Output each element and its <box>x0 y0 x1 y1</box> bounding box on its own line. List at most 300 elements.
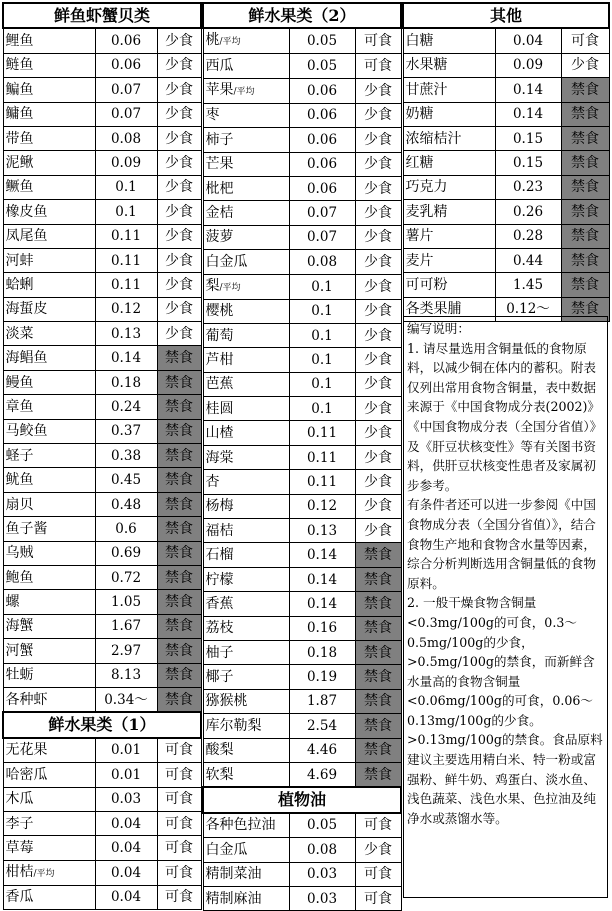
table-row <box>3 28 201 53</box>
intake-level: 少食 <box>157 78 201 102</box>
section-title-fruit-2: 鲜水果类（2） <box>203 3 401 28</box>
food-name <box>203 862 289 886</box>
food-name-text: 桃 <box>205 32 220 49</box>
food-name <box>203 592 289 616</box>
intake-level: 少食 <box>355 421 401 445</box>
copper-value: 0.05 <box>289 28 355 54</box>
food-name-text: 梨 <box>205 277 220 294</box>
intake-level: 禁食 <box>355 738 401 762</box>
intake-level: 少食 <box>157 224 201 248</box>
table-row <box>3 836 201 860</box>
food-name-text: 海蟹 <box>5 618 34 635</box>
food-name-text: 库尔勒梨 <box>205 717 262 734</box>
food-name <box>203 299 289 323</box>
intake-level: 可食 <box>157 787 201 811</box>
table-row <box>403 273 609 297</box>
table-row <box>403 53 609 77</box>
food-name-text: 鲢鱼 <box>5 57 34 74</box>
food-name-text: 杨梅 <box>205 498 234 515</box>
fruit-2-table <box>202 2 402 911</box>
copper-value: 2.97 <box>95 639 157 663</box>
intake-level: 禁食 <box>157 565 201 589</box>
intake-level: 少食 <box>355 152 401 176</box>
table-row <box>3 322 201 346</box>
food-name-text: 蛏子 <box>5 447 34 464</box>
table-row <box>3 175 201 199</box>
intake-level: 禁食 <box>157 590 201 614</box>
section-title-vegetable-oil: 植物油 <box>203 787 401 812</box>
table-row <box>3 126 201 150</box>
food-name <box>203 152 289 176</box>
copper-value: 0.06 <box>289 152 355 176</box>
intake-level: 禁食 <box>561 151 609 175</box>
copper-value: 4.46 <box>289 738 355 762</box>
intake-level: 禁食 <box>157 492 201 516</box>
food-name <box>203 494 289 518</box>
food-name-qualifier: /平均 <box>219 37 241 48</box>
food-name <box>3 444 95 468</box>
food-name <box>3 248 95 272</box>
copper-value: 0.1 <box>289 348 355 372</box>
table-row <box>3 468 201 492</box>
table-row <box>403 175 609 199</box>
table-row <box>3 763 201 787</box>
food-name-text: 椰子 <box>205 669 234 686</box>
intake-level: 禁食 <box>157 346 201 370</box>
copper-value: 0.01 <box>95 738 157 763</box>
copper-value: 0.06 <box>289 176 355 200</box>
food-name <box>3 860 95 885</box>
table-row <box>403 248 609 272</box>
food-name-text: 枇杷 <box>205 180 234 197</box>
copper-value: 0.14 <box>95 346 157 370</box>
food-name <box>3 492 95 516</box>
intake-level: 少食 <box>355 201 401 225</box>
table-row <box>203 862 401 886</box>
copper-value: 0.13 <box>289 519 355 543</box>
intake-level: 可食 <box>157 836 201 860</box>
food-name <box>203 397 289 421</box>
intake-level: 可食 <box>561 28 609 53</box>
table-row <box>3 151 201 175</box>
food-name-text: 淡菜 <box>5 325 34 342</box>
notes-panel <box>403 316 608 898</box>
table-row <box>203 28 401 54</box>
notes-heading: 编写说明： <box>407 321 470 336</box>
food-name-text: 菠萝 <box>205 229 234 246</box>
copper-value: 0.12～ <box>495 297 561 321</box>
copper-value: 1.05 <box>95 590 157 614</box>
food-name <box>3 395 95 419</box>
copper-value: 0.01 <box>95 763 157 787</box>
table-row <box>203 250 401 274</box>
table-row <box>203 299 401 323</box>
intake-level: 禁食 <box>561 200 609 224</box>
copper-value: 0.06 <box>289 128 355 152</box>
table-row <box>203 886 401 910</box>
intake-level: 少食 <box>355 348 401 372</box>
copper-value: 0.48 <box>95 492 157 516</box>
section-title-fruit-1: 鲜水果类（1） <box>3 712 201 737</box>
copper-value: 0.04 <box>495 28 561 53</box>
table-row <box>203 665 401 689</box>
food-name-text: 软梨 <box>205 766 234 783</box>
food-name-text: 鲤鱼 <box>5 33 34 50</box>
section-title-seafood: 鲜鱼虾蟹贝类 <box>3 3 201 28</box>
table-row <box>3 419 201 443</box>
copper-value: 0.03 <box>95 787 157 811</box>
intake-level: 可食 <box>157 860 201 885</box>
table-row <box>3 492 201 516</box>
food-name <box>3 419 95 443</box>
table-row <box>3 639 201 663</box>
copper-value: 0.28 <box>495 224 561 248</box>
food-name-text: 浓缩桔汁 <box>405 130 462 147</box>
copper-value: 2.54 <box>289 714 355 738</box>
food-name-text: 香瓜 <box>5 889 34 906</box>
food-name <box>203 323 289 347</box>
table-row <box>203 274 401 299</box>
table-row <box>203 838 401 862</box>
intake-level: 少食 <box>355 103 401 127</box>
food-name <box>203 348 289 372</box>
food-name <box>3 517 95 541</box>
table-row <box>3 102 201 126</box>
intake-level: 禁食 <box>157 517 201 541</box>
food-name-text: 凤尾鱼 <box>5 228 48 245</box>
food-name <box>3 639 95 663</box>
table-row <box>203 128 401 152</box>
food-name <box>403 200 495 224</box>
section-header-row <box>3 712 201 737</box>
table-row <box>403 78 609 102</box>
food-name <box>3 614 95 638</box>
copper-value: 0.14 <box>495 78 561 102</box>
table-row <box>3 885 201 909</box>
food-name <box>3 541 95 565</box>
table-row <box>3 687 201 712</box>
food-name-text: 红糖 <box>405 155 434 172</box>
food-name-text: 奶糖 <box>405 106 434 123</box>
intake-level: 少食 <box>157 297 201 321</box>
table-row <box>3 200 201 224</box>
food-name-qualifier: /平均 <box>33 868 55 879</box>
intake-level: 少食 <box>355 323 401 347</box>
food-name-text: 芦柑 <box>205 351 234 368</box>
copper-value: 0.07 <box>95 78 157 102</box>
food-name-text: 章鱼 <box>5 398 34 415</box>
intake-level: 禁食 <box>157 639 201 663</box>
other-table <box>402 2 610 322</box>
food-name <box>203 225 289 249</box>
food-name-text: 麦乳精 <box>405 203 448 220</box>
food-name <box>203 128 289 152</box>
table-row <box>203 470 401 494</box>
food-name-text: 福桔 <box>205 522 234 539</box>
copper-value: 0.15 <box>495 151 561 175</box>
food-name <box>3 811 95 835</box>
intake-level: 少食 <box>355 299 401 323</box>
copper-value: 0.14 <box>289 592 355 616</box>
table-row <box>3 663 201 687</box>
intake-level: 禁食 <box>157 419 201 443</box>
food-name <box>203 103 289 127</box>
copper-value: 0.05 <box>289 54 355 78</box>
food-name-text: 鲍鱼 <box>5 569 34 586</box>
food-name <box>3 590 95 614</box>
food-name-text: 芒果 <box>205 156 234 173</box>
food-name-text: 马鲛鱼 <box>5 423 48 440</box>
intake-level: 禁食 <box>561 126 609 150</box>
copper-value: 0.09 <box>95 151 157 175</box>
food-name-text: 鳗鱼 <box>5 374 34 391</box>
food-name <box>3 738 95 763</box>
copper-value: 0.18 <box>95 370 157 394</box>
copper-value: 0.04 <box>95 885 157 909</box>
copper-value: 0.72 <box>95 565 157 589</box>
copper-value: 0.44 <box>495 248 561 272</box>
copper-value: 0.6 <box>95 517 157 541</box>
table-row <box>3 297 201 321</box>
food-name-text: 乌贼 <box>5 545 34 562</box>
food-name <box>3 28 95 53</box>
food-name <box>403 28 495 53</box>
table-row <box>403 151 609 175</box>
copper-value: 1.45 <box>495 273 561 297</box>
seafood-table <box>2 2 202 910</box>
table-row <box>3 541 201 565</box>
food-name-text: 苹果 <box>205 81 234 98</box>
food-name <box>403 53 495 77</box>
food-name <box>3 346 95 370</box>
intake-level: 禁食 <box>561 273 609 297</box>
table-row <box>203 372 401 396</box>
food-name <box>403 151 495 175</box>
intake-level: 少食 <box>157 53 201 77</box>
food-name <box>203 78 289 103</box>
food-name-text: 草莓 <box>5 839 34 856</box>
food-name-text: 精制菜油 <box>205 866 262 883</box>
table-row <box>203 225 401 249</box>
food-name <box>3 836 95 860</box>
food-name <box>3 297 95 321</box>
food-name-text: 木瓜 <box>5 791 34 808</box>
intake-level: 禁食 <box>355 543 401 567</box>
food-name <box>203 54 289 78</box>
copper-value: 0.06 <box>289 78 355 103</box>
food-name-text: 柿子 <box>205 131 234 148</box>
copper-value: 0.03 <box>289 862 355 886</box>
food-name-text: 樱桃 <box>205 303 234 320</box>
copper-value: 0.1 <box>289 372 355 396</box>
copper-value: 0.1 <box>289 299 355 323</box>
table-row <box>203 592 401 616</box>
food-name-text: 香蕉 <box>205 595 234 612</box>
table-row <box>3 787 201 811</box>
copper-value: 0.09 <box>495 53 561 77</box>
copper-value: 0.14 <box>289 567 355 591</box>
table-row <box>3 78 201 102</box>
food-name-text: 鳜鱼 <box>5 179 34 196</box>
intake-level: 禁食 <box>355 567 401 591</box>
intake-level: 禁食 <box>561 175 609 199</box>
food-name <box>203 201 289 225</box>
food-name <box>203 543 289 567</box>
food-name-text: 橡皮鱼 <box>5 203 48 220</box>
intake-level: 少食 <box>355 494 401 518</box>
copper-value: 0.04 <box>95 811 157 835</box>
intake-level: 禁食 <box>157 687 201 712</box>
table-row <box>3 811 201 835</box>
copper-value: 0.11 <box>289 445 355 469</box>
intake-level: 少食 <box>355 78 401 103</box>
intake-level: 可食 <box>355 54 401 78</box>
table-row <box>203 201 401 225</box>
table-row <box>203 348 401 372</box>
table-row <box>203 421 401 445</box>
table-row <box>3 860 201 885</box>
food-name <box>203 762 289 787</box>
food-name-text: 酸梨 <box>205 742 234 759</box>
intake-level: 可食 <box>355 886 401 910</box>
food-name-text: 薯片 <box>405 228 434 245</box>
table-row <box>3 224 201 248</box>
intake-level: 少食 <box>561 53 609 77</box>
food-name-text: 蛤蜊 <box>5 276 34 293</box>
copper-value: 1.67 <box>95 614 157 638</box>
food-name-text: 柑桔 <box>5 863 34 880</box>
table-row <box>3 273 201 297</box>
copper-value: 0.04 <box>95 836 157 860</box>
food-name-text: 柠檬 <box>205 571 234 588</box>
intake-level: 可食 <box>355 813 401 838</box>
intake-level: 少食 <box>355 372 401 396</box>
table-row <box>203 738 401 762</box>
food-name <box>3 126 95 150</box>
food-name <box>403 175 495 199</box>
food-name <box>3 370 95 394</box>
food-name <box>403 102 495 126</box>
food-name-text: 杏 <box>205 473 220 490</box>
table-row <box>3 590 201 614</box>
table-row <box>203 176 401 200</box>
food-name-text: 金桔 <box>205 205 234 222</box>
food-name-text: 哈密瓜 <box>5 766 48 783</box>
table-row <box>3 614 201 638</box>
food-name-text: 河蟹 <box>5 642 34 659</box>
food-name-qualifier: /平均 <box>233 86 255 97</box>
food-name <box>203 250 289 274</box>
copper-value: 0.08 <box>95 126 157 150</box>
copper-value: 0.04 <box>95 860 157 885</box>
food-name-text: 李子 <box>5 815 34 832</box>
intake-level: 少食 <box>157 322 201 346</box>
food-name <box>403 126 495 150</box>
copper-value: 0.24 <box>95 395 157 419</box>
food-name-text: 白糖 <box>405 33 434 50</box>
table-row <box>403 200 609 224</box>
table-row <box>203 397 401 421</box>
table-row <box>3 565 201 589</box>
food-name-text: 海鲳鱼 <box>5 350 48 367</box>
food-name <box>3 468 95 492</box>
copper-value: 0.12 <box>289 494 355 518</box>
food-name <box>203 714 289 738</box>
copper-value: 0.19 <box>289 665 355 689</box>
copper-value: 0.14 <box>495 102 561 126</box>
intake-level: 禁食 <box>157 444 201 468</box>
section-header-row <box>3 3 201 28</box>
copper-value: 0.06 <box>95 28 157 53</box>
table-row <box>203 689 401 713</box>
intake-level: 少食 <box>157 126 201 150</box>
food-name <box>403 78 495 102</box>
food-name-text: 芭蕉 <box>205 376 234 393</box>
copper-value: 0.13 <box>95 322 157 346</box>
food-name-text: 柚子 <box>205 644 234 661</box>
food-name <box>3 151 95 175</box>
table-row <box>203 714 401 738</box>
table-row <box>203 762 401 787</box>
food-name-text: 鳙鱼 <box>5 106 34 123</box>
intake-level: 可食 <box>157 738 201 763</box>
food-name-text: 麦片 <box>405 252 434 269</box>
table-row <box>203 813 401 838</box>
table-row <box>3 53 201 77</box>
food-name <box>3 763 95 787</box>
table-row <box>3 370 201 394</box>
table-row <box>3 346 201 370</box>
copper-value: 0.37 <box>95 419 157 443</box>
food-name-text: 可可粉 <box>405 276 448 293</box>
copper-value: 0.26 <box>495 200 561 224</box>
copper-value: 8.13 <box>95 663 157 687</box>
food-name-text: 巧克力 <box>405 179 448 196</box>
intake-level: 禁食 <box>157 663 201 687</box>
table-row <box>203 445 401 469</box>
food-name <box>203 838 289 862</box>
food-name <box>3 322 95 346</box>
food-name-text: 各种色拉油 <box>205 817 276 834</box>
intake-level: 少食 <box>157 273 201 297</box>
food-name-text: 带鱼 <box>5 130 34 147</box>
food-name-text: 鱼子酱 <box>5 520 48 537</box>
food-name-text: 鱿鱼 <box>5 472 34 489</box>
food-name-text: 猕猴桃 <box>205 693 248 710</box>
food-name-text: 河蚌 <box>5 252 34 269</box>
intake-level: 禁食 <box>355 640 401 664</box>
intake-level: 禁食 <box>561 297 609 321</box>
intake-level: 少食 <box>157 248 201 272</box>
copper-value: 0.1 <box>289 274 355 299</box>
intake-level: 禁食 <box>561 78 609 102</box>
intake-level: 禁食 <box>561 102 609 126</box>
table-row <box>3 738 201 763</box>
intake-level: 少食 <box>355 445 401 469</box>
table-row <box>203 323 401 347</box>
food-name <box>203 689 289 713</box>
intake-level: 禁食 <box>355 762 401 787</box>
food-name <box>203 519 289 543</box>
intake-level: 禁食 <box>157 541 201 565</box>
copper-value: 0.38 <box>95 444 157 468</box>
intake-level: 可食 <box>157 763 201 787</box>
copper-value: 1.87 <box>289 689 355 713</box>
copper-value: 0.1 <box>289 397 355 421</box>
food-name-text: 各类果脯 <box>405 301 462 318</box>
table-row <box>3 248 201 272</box>
copper-value: 0.08 <box>289 250 355 274</box>
